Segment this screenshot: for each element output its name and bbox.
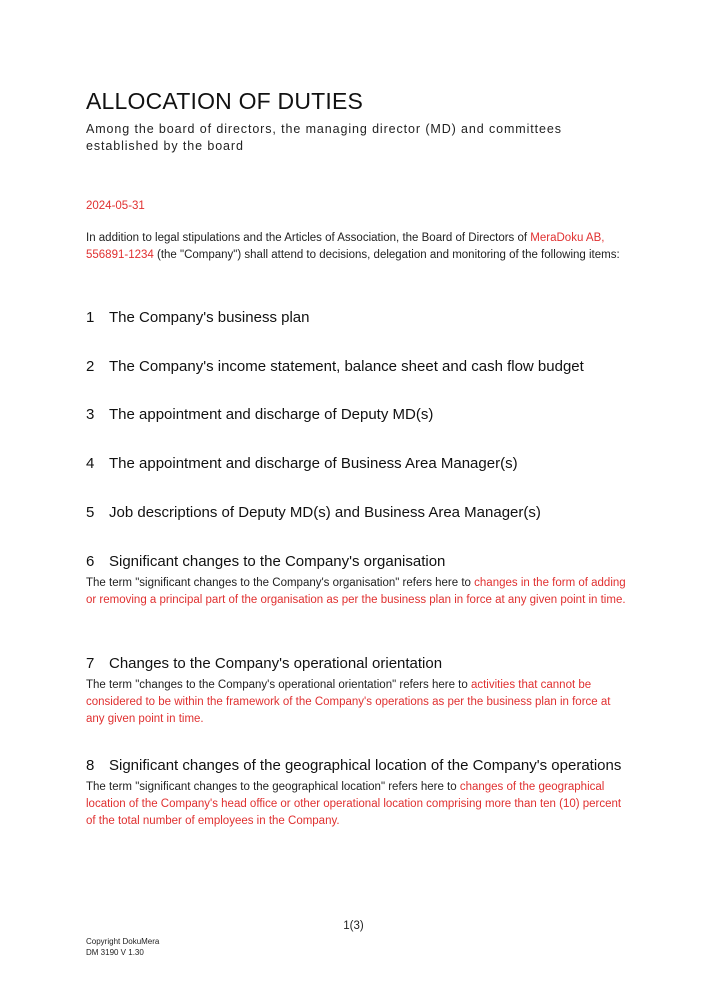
item-body-highlight: changes of the geographical location of the Company's head office or other operational location comprising more than ten (10) percent of the total number of employees in the Company. <box>86 781 622 827</box>
list-item <box>86 453 626 475</box>
page-number: 1(3) <box>343 920 364 932</box>
list-item <box>86 653 626 728</box>
list-item <box>86 502 626 524</box>
intro-text-before: In addition to legal stipulations and the Articles of Association, the Board of Directors of <box>86 232 531 244</box>
list-item <box>86 307 626 329</box>
list-item <box>86 551 626 609</box>
list-item <box>86 356 626 378</box>
document-subtitle: Among the board of directors, the managing director (MD) and committees established by the board <box>86 122 562 153</box>
list-item <box>86 404 626 426</box>
document-title: ALLOCATION OF DUTIES <box>86 88 364 114</box>
intro-paragraph <box>86 230 626 264</box>
item-body-plain: The term "significant changes to the Company's organisation" refers here to <box>86 577 475 589</box>
item-title: The Company's income statement, balance sheet and cash flow budget <box>109 358 584 375</box>
item-title: Significant changes of the geographical location of the Company's operations <box>109 757 622 774</box>
item-body-highlight: activities that cannot be considered to be within the framework of the Company's operations as per the business plan in force at any given point in time. <box>86 679 611 725</box>
item-heading <box>86 453 626 475</box>
item-number: 4 <box>86 455 95 472</box>
item-body-plain: The term "changes to the Company's operational orientation" refers here to <box>86 679 471 691</box>
item-heading <box>86 307 626 329</box>
item-heading <box>86 404 626 426</box>
item-title: The appointment and discharge of Deputy MD(s) <box>109 406 434 423</box>
item-body <box>86 779 626 830</box>
item-number: 6 <box>86 553 95 570</box>
item-title: The appointment and discharge of Business Area Manager(s) <box>109 455 518 472</box>
item-body <box>86 677 626 728</box>
footer-version: DM 3190 V 1.30 <box>86 948 144 957</box>
company-name-id: MeraDoku AB, 556891-1234 <box>86 232 605 261</box>
footer-copyright: Copyright DokuMera <box>86 937 160 946</box>
item-number: 5 <box>86 504 95 521</box>
item-body-plain: The term "significant changes to the geographical location" refers here to <box>86 781 460 793</box>
item-number: 8 <box>86 757 95 774</box>
item-number: 2 <box>86 358 95 375</box>
item-heading <box>86 653 626 675</box>
item-heading <box>86 356 626 378</box>
item-body <box>86 575 626 609</box>
item-number: 7 <box>86 655 95 672</box>
item-heading <box>86 755 626 777</box>
item-number: 1 <box>86 309 95 326</box>
item-number: 3 <box>86 406 95 423</box>
item-body-highlight: changes in the form of adding or removing a principal part of the organisation as per the business plan in force at any given point in time. <box>86 577 626 606</box>
item-title: Significant changes to the Company's organisation <box>109 553 446 570</box>
document-date: 2024-05-31 <box>86 200 145 212</box>
item-title: Changes to the Company's operational orientation <box>109 655 443 672</box>
item-heading <box>86 502 626 524</box>
item-heading <box>86 551 626 573</box>
list-item <box>86 755 626 830</box>
footer <box>86 936 159 958</box>
item-title: Job descriptions of Deputy MD(s) and Business Area Manager(s) <box>109 504 541 521</box>
item-title: The Company's business plan <box>109 309 310 326</box>
intro-text-after: (the "Company") shall attend to decisions, delegation and monitoring of the following items: <box>153 249 620 261</box>
